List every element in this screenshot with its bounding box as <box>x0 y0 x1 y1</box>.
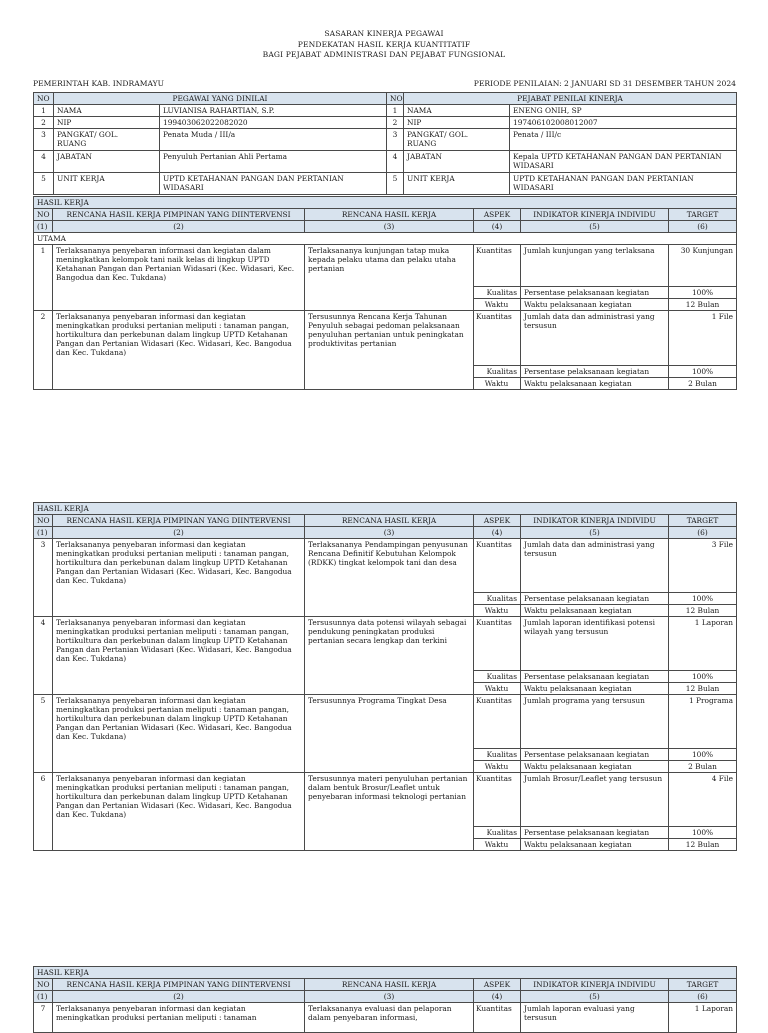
rencana-pimpinan: Terlaksananya penyebaran informasi dan kegiatan meningkatkan produksi pertanian meliputi : tanaman pangan, hortikultura dan perkebunan dalam lingkup UPTD Ketahanan Pangan dan Pertanian Widasari (Kec. Widasari, Kec. Bangodua dan Kec. Tukdana) <box>53 311 305 390</box>
column-number: (5) <box>521 527 669 539</box>
rencana-pimpinan: Terlaksananya penyebaran informasi dan kegiatan meningkatkan produksi pertanian meliputi : tanaman pangan, hortikultura dan perkebunan dalam lingkup UPTD Ketahanan Pangan dan Pertanian Widasari (Kec. Widasari, Kec. Bangodua dan Kec. Tukdana) <box>53 695 305 773</box>
item-no: 6 <box>34 773 53 851</box>
indikator-kinerja: Jumlah kunjungan yang terlaksana <box>521 245 669 287</box>
column-header-row <box>34 515 737 527</box>
identity-table <box>33 92 737 195</box>
identity-field-label: UNIT KERJA <box>54 173 160 195</box>
penilai-value: Penata / III/c <box>510 129 737 151</box>
aspek: Waktu <box>474 605 521 617</box>
identity-row <box>34 117 737 129</box>
column-number: (3) <box>305 527 474 539</box>
indikator-kinerja: Waktu pelaksanaan kegiatan <box>521 839 669 851</box>
pegawai-value: Penyuluh Pertanian Ahli Pertama <box>160 151 387 173</box>
indikator-kinerja: Persentase pelaksanaan kegiatan <box>521 671 669 683</box>
section-title: HASIL KERJA <box>34 503 737 515</box>
rencana-pimpinan: Terlaksananya penyebaran informasi dan kegiatan meningkatkan produksi pertanian meliputi : tanaman pangan, hortikultura dan perkebunan dalam lingkup UPTD Ketahanan Pangan dan Pertanian Widasari (Kec. Widasari, Kec. Bangodua dan Kec. Tukdana) <box>53 773 305 851</box>
item-no: 4 <box>34 617 53 695</box>
column-header: INDIKATOR KINERJA INDIVIDU <box>521 209 669 221</box>
rencana-hasil-kerja: Terlaksananya Pendampingan penyusunan Rencana Definitif Kebutuhan Kelompok (RDKK) tingkat kelompok tani dan desa <box>305 539 474 617</box>
indikator-kinerja: Jumlah data dan administrasi yang tersusun <box>521 311 669 366</box>
aspek: Kuantitas <box>474 773 521 827</box>
section-title: HASIL KERJA <box>34 967 737 979</box>
instansi-label: PEMERINTAH KAB. INDRAMAYU <box>33 79 165 88</box>
column-number: (2) <box>53 991 305 1003</box>
aspek: Kualitas <box>474 366 521 378</box>
aspek: Waktu <box>474 378 521 390</box>
target-value: 30 Kunjungan <box>669 245 737 287</box>
indikator-kinerja: Persentase pelaksanaan kegiatan <box>521 366 669 378</box>
penilai-value: 197406102008012007 <box>510 117 737 129</box>
indikator-kinerja: Waktu pelaksanaan kegiatan <box>521 761 669 773</box>
target-value: 100% <box>669 827 737 839</box>
identity-field-label: PANGKAT/ GOL. RUANG <box>404 129 510 151</box>
aspek: Waktu <box>474 683 521 695</box>
indicator-row <box>34 773 737 827</box>
document-meta <box>33 79 736 90</box>
identity-row-no: 5 <box>387 173 404 195</box>
column-number: (1) <box>34 527 53 539</box>
section-title-row <box>34 967 737 979</box>
pegawai-value: UPTD KETAHANAN PANGAN DAN PERTANIAN WIDASARI <box>160 173 387 195</box>
penilai-value: UPTD KETAHANAN PANGAN DAN PERTANIAN WIDASARI <box>510 173 737 195</box>
indicator-row <box>34 695 737 749</box>
hasil-kerja-table-2 <box>33 502 737 851</box>
column-header: ASPEK <box>474 979 521 991</box>
indikator-kinerja: Jumlah Brosur/Leaflet yang tersusun <box>521 773 669 827</box>
column-number-row <box>34 221 737 233</box>
target-value: 2 Bulan <box>669 761 737 773</box>
column-header: ASPEK <box>474 515 521 527</box>
identity-row-no: 1 <box>34 105 54 117</box>
aspek: Kualitas <box>474 287 521 299</box>
target-value: 12 Bulan <box>669 683 737 695</box>
indikator-kinerja: Waktu pelaksanaan kegiatan <box>521 378 669 390</box>
column-header: INDIKATOR KINERJA INDIVIDU <box>521 515 669 527</box>
title-line-1: SASARAN KINERJA PEGAWAI <box>324 29 444 38</box>
identity-row-no: 4 <box>34 151 54 173</box>
target-value: 4 File <box>669 773 737 827</box>
column-number: (3) <box>305 991 474 1003</box>
indicator-row <box>34 245 737 287</box>
identity-field-label: UNIT KERJA <box>404 173 510 195</box>
rencana-hasil-kerja: Tersusunnya materi penyuluhan pertanian dalam bentuk Brosur/Leaflet untuk penyebaran informasi teknologi pertanian <box>305 773 474 851</box>
target-value: 100% <box>669 593 737 605</box>
column-header: NO <box>34 979 53 991</box>
rencana-pimpinan: Terlaksananya penyebaran informasi dan kegiatan meningkatkan produksi pertanian meliputi : tanaman pangan, hortikultura dan perkebunan dalam lingkup UPTD Ketahanan Pangan dan Pertanian Widasari (Kec. Widasari, Kec. Bangodua dan Kec. Tukdana) <box>53 539 305 617</box>
column-number: (2) <box>53 527 305 539</box>
pegawai-value: 199403062022082020 <box>160 117 387 129</box>
indikator-kinerja: Persentase pelaksanaan kegiatan <box>521 749 669 761</box>
indikator-kinerja: Jumlah laporan evaluasi yang tersusun <box>521 1003 669 1033</box>
column-number: (5) <box>521 221 669 233</box>
target-value: 1 File <box>669 311 737 366</box>
section-title-row <box>34 197 737 209</box>
target-value: 12 Bulan <box>669 605 737 617</box>
indikator-kinerja: Waktu pelaksanaan kegiatan <box>521 683 669 695</box>
indicator-row <box>34 311 737 366</box>
rencana-hasil-kerja: Terlaksananya evaluasi dan pelaporan dalam penyebaran informasi, <box>305 1003 474 1033</box>
identity-field-label: JABATAN <box>404 151 510 173</box>
column-header: RENCANA HASIL KERJA PIMPINAN YANG DIINTERVENSI <box>53 515 305 527</box>
section-title: HASIL KERJA <box>34 197 737 209</box>
penilai-value: Kepala UPTD KETAHANAN PANGAN DAN PERTANIAN WIDASARI <box>510 151 737 173</box>
column-number-row <box>34 527 737 539</box>
identity-row <box>34 151 737 173</box>
aspek: Kualitas <box>474 827 521 839</box>
column-number: (4) <box>474 221 521 233</box>
identity-field-label: PANGKAT/ GOL. RUANG <box>54 129 160 151</box>
identity-row-no: 3 <box>387 129 404 151</box>
column-number: (4) <box>474 991 521 1003</box>
rencana-pimpinan: Terlaksananya penyebaran informasi dan kegiatan dalam meningkatkan kelompok tani naik kelas di lingkup UPTD Ketahanan Pangan dan Pertanian Widasari (Kec. Widasari, Kec. Bangodua dan Kec. Tukdana) <box>53 245 305 311</box>
document-title <box>0 29 768 61</box>
title-line-3: BAGI PEJABAT ADMINISTRASI DAN PEJABAT FUNGSIONAL <box>262 50 506 59</box>
indikator-kinerja: Persentase pelaksanaan kegiatan <box>521 593 669 605</box>
pegawai-header: PEGAWAI YANG DINILAI <box>54 93 387 105</box>
identity-field-label: JABATAN <box>54 151 160 173</box>
column-number: (6) <box>669 221 737 233</box>
hasil-kerja-table-1 <box>33 196 737 390</box>
indicator-row <box>34 617 737 671</box>
column-header: TARGET <box>669 979 737 991</box>
target-value: 2 Bulan <box>669 378 737 390</box>
title-line-2: PENDEKATAN HASIL KERJA KUANTITATIF <box>297 39 471 49</box>
aspek: Kuantitas <box>474 617 521 671</box>
identity-field-label: NAMA <box>54 105 160 117</box>
identity-no-header: NO <box>387 93 404 105</box>
column-number: (6) <box>669 527 737 539</box>
column-number: (1) <box>34 221 53 233</box>
column-header: RENCANA HASIL KERJA PIMPINAN YANG DIINTERVENSI <box>53 209 305 221</box>
periode-label: PERIODE PENILAIAN: 2 JANUARI SD 31 DESEMBER TAHUN 2024 <box>473 79 736 88</box>
indikator-kinerja: Jumlah data dan administrasi yang tersusun <box>521 539 669 593</box>
aspek: Waktu <box>474 761 521 773</box>
rencana-hasil-kerja: Tersusunnya data potensi wilayah sebagai pendukung peningkatan produksi pertanian secara lengkap dan terkini <box>305 617 474 695</box>
identity-row-no: 4 <box>387 151 404 173</box>
column-header: TARGET <box>669 515 737 527</box>
hasil-kerja-table-3 <box>33 966 737 1033</box>
column-number: (5) <box>521 991 669 1003</box>
aspek: Kuantitas <box>474 245 521 287</box>
aspek: Kuantitas <box>474 311 521 366</box>
column-header-row <box>34 209 737 221</box>
aspek: Waktu <box>474 299 521 311</box>
aspek: Kuantitas <box>474 539 521 593</box>
penilai-header: PEJABAT PENILAI KINERJA <box>404 93 737 105</box>
column-header: NO <box>34 515 53 527</box>
column-header-row <box>34 979 737 991</box>
identity-field-label: NIP <box>54 117 160 129</box>
indikator-kinerja: Persentase pelaksanaan kegiatan <box>521 287 669 299</box>
identity-header-row <box>34 93 737 105</box>
target-value: 1 Laporan <box>669 1003 737 1033</box>
target-value: 100% <box>669 749 737 761</box>
aspek: Kualitas <box>474 671 521 683</box>
column-header: RENCANA HASIL KERJA <box>305 515 474 527</box>
identity-no-header: NO <box>34 93 54 105</box>
penilai-value: ENENG ONIH, SP <box>510 105 737 117</box>
aspek: Waktu <box>474 839 521 851</box>
target-value: 100% <box>669 287 737 299</box>
item-no: 5 <box>34 695 53 773</box>
indikator-kinerja: Jumlah programa yang tersusun <box>521 695 669 749</box>
aspek: Kualitas <box>474 749 521 761</box>
indicator-row <box>34 539 737 593</box>
utama-row <box>34 233 737 245</box>
target-value: 1 Laporan <box>669 617 737 671</box>
rencana-hasil-kerja: Terlaksananya kunjungan tatap muka kepada pelaku utama dan pelaku utaha pertanian <box>305 245 474 311</box>
indikator-kinerja: Persentase pelaksanaan kegiatan <box>521 827 669 839</box>
column-number: (2) <box>53 221 305 233</box>
item-no: 2 <box>34 311 53 390</box>
column-header: RENCANA HASIL KERJA <box>305 979 474 991</box>
identity-row-no: 2 <box>387 117 404 129</box>
column-number-row <box>34 991 737 1003</box>
indikator-kinerja: Waktu pelaksanaan kegiatan <box>521 605 669 617</box>
identity-field-label: NIP <box>404 117 510 129</box>
indikator-kinerja: Waktu pelaksanaan kegiatan <box>521 299 669 311</box>
identity-row <box>34 173 737 195</box>
target-value: 1 Programa <box>669 695 737 749</box>
indicator-row <box>34 1003 737 1033</box>
column-number: (6) <box>669 991 737 1003</box>
rencana-pimpinan: Terlaksananya penyebaran informasi dan kegiatan meningkatkan produksi pertanian meliputi : tanaman <box>53 1003 305 1033</box>
rencana-hasil-kerja: Tersusunnya Programa Tingkat Desa <box>305 695 474 773</box>
column-header: RENCANA HASIL KERJA <box>305 209 474 221</box>
item-no: 1 <box>34 245 53 311</box>
pegawai-value: Penata Muda / III/a <box>160 129 387 151</box>
identity-row <box>34 129 737 151</box>
identity-row-no: 3 <box>34 129 54 151</box>
utama-label: UTAMA <box>34 233 737 245</box>
aspek: Kuantitas <box>474 695 521 749</box>
column-number: (3) <box>305 221 474 233</box>
rencana-hasil-kerja: Tersusunnya Rencana Kerja Tahunan Penyuluh sebagai pedoman pelaksanaan penyuluhan pertanian untuk peningkatan produktivitas pertanian <box>305 311 474 390</box>
column-header: INDIKATOR KINERJA INDIVIDU <box>521 979 669 991</box>
indikator-kinerja: Jumlah laporan identifikasi potensi wilayah yang tersusun <box>521 617 669 671</box>
identity-field-label: NAMA <box>404 105 510 117</box>
target-value: 12 Bulan <box>669 299 737 311</box>
column-number: (4) <box>474 527 521 539</box>
target-value: 12 Bulan <box>669 839 737 851</box>
item-no: 7 <box>34 1003 53 1033</box>
identity-row-no: 1 <box>387 105 404 117</box>
target-value: 3 File <box>669 539 737 593</box>
rencana-pimpinan: Terlaksananya penyebaran informasi dan kegiatan meningkatkan produksi pertanian meliputi : tanaman pangan, hortikultura dan perkebunan dalam lingkup UPTD Ketahanan Pangan dan Pertanian Widasari (Kec. Widasari, Kec. Bangodua dan Kec. Tukdana) <box>53 617 305 695</box>
column-header: TARGET <box>669 209 737 221</box>
column-header: ASPEK <box>474 209 521 221</box>
aspek: Kualitas <box>474 593 521 605</box>
section-title-row <box>34 503 737 515</box>
target-value: 100% <box>669 671 737 683</box>
identity-row-no: 2 <box>34 117 54 129</box>
identity-row-no: 5 <box>34 173 54 195</box>
column-header: RENCANA HASIL KERJA PIMPINAN YANG DIINTERVENSI <box>53 979 305 991</box>
column-number: (1) <box>34 991 53 1003</box>
item-no: 3 <box>34 539 53 617</box>
aspek: Kuantitas <box>474 1003 521 1033</box>
pegawai-value: LUVIANISA RAHARTIAN, S.P. <box>160 105 387 117</box>
target-value: 100% <box>669 366 737 378</box>
column-header: NO <box>34 209 53 221</box>
identity-row <box>34 105 737 117</box>
